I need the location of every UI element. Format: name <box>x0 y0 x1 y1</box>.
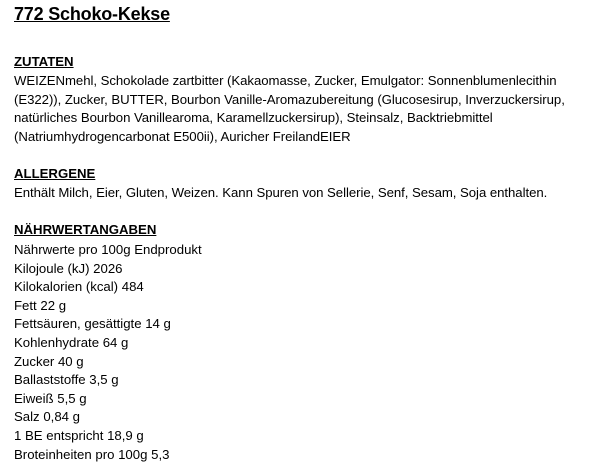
naehrwert-line: Broteinheiten pro 100g 5,3 <box>14 446 170 462</box>
naehrwert-line: Fettsäuren, gesättigte 14 g <box>14 316 171 332</box>
naehrwert-line: 1 BE entspricht 18,9 g <box>14 427 144 443</box>
naehrwertangaben-heading: NÄHRWERTANGABEN <box>14 222 157 237</box>
allergene-heading: ALLERGENE <box>14 166 96 181</box>
naehrwert-line: Ballaststoffe 3,5 g <box>14 372 119 388</box>
allergene-text: Enthält Milch, Eier, Gluten, Weizen. Kann Spuren von Sellerie, Senf, Sesam, Soja enthalten. <box>14 185 548 200</box>
naehrwertangaben-list <box>14 241 602 464</box>
document-title: 772 Schoko-Kekse <box>14 4 170 24</box>
naehrwert-line: Kohlenhydrate 64 g <box>14 334 129 350</box>
zutaten-heading: ZUTATEN <box>14 54 74 69</box>
naehrwert-line: Eiweiß 5,5 g <box>14 390 87 406</box>
naehrwert-line: Salz 0,84 g <box>14 409 80 425</box>
naehrwert-line: Zucker 40 g <box>14 353 84 369</box>
naehrwert-line: Fett 22 g <box>14 297 67 313</box>
naehrwert-line: Kilokalorien (kcal) 484 <box>14 279 144 295</box>
naehrwert-line: Nährwerte pro 100g Endprodukt <box>14 242 202 257</box>
zutaten-text: WEIZENmehl, Schokolade zartbitter (Kakaomasse, Zucker, Emulgator: Sonnenblumenlecithin (E322)), Zucker, BUTTER, Bourbon Vanille-Aromazubereitung (Glucosesirup, Inverzuckersirup, natürliches Bourbon Vanillearoma, Karamellzuckersirup), Steinsalz, Backtriebmittel (Natriumhydrogencarbonat E500ii), Auricher FreilandEIER <box>14 73 565 144</box>
naehrwert-line: Kilojoule (kJ) 2026 <box>14 260 123 276</box>
